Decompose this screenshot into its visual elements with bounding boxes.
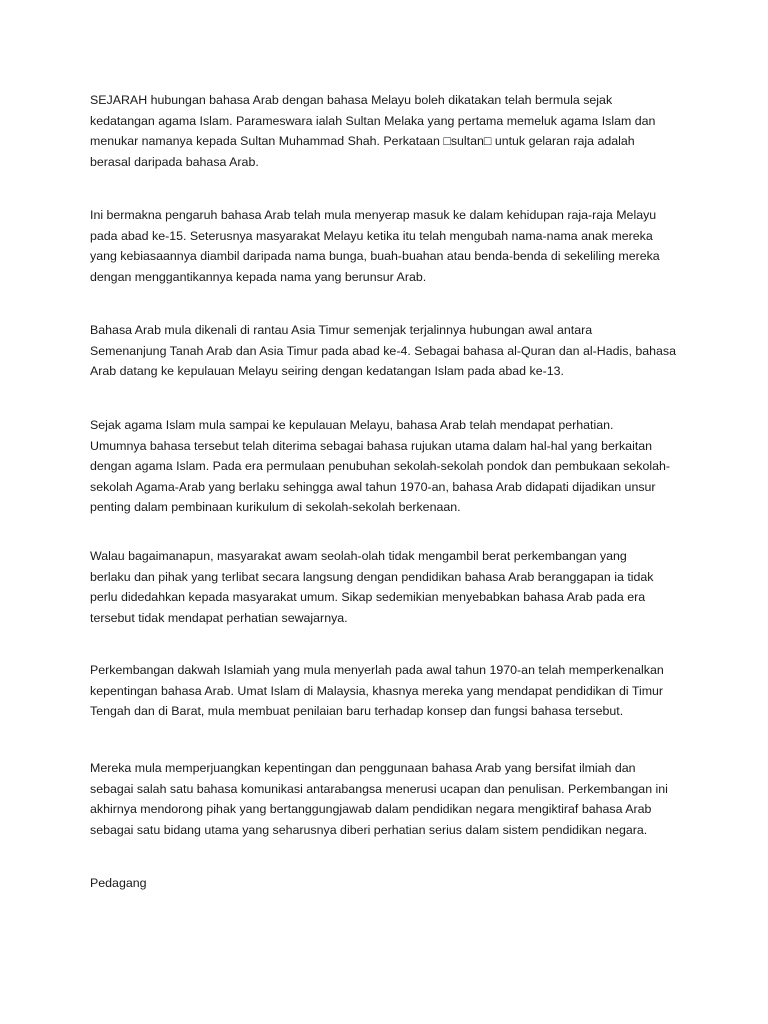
- text-line: menukar namanya kepada Sultan Muhammad Shah. Perkataan □sultan□ untuk gelaran raja adalah: [90, 134, 635, 148]
- text-line: perlu didedahkan kepada masyarakat umum. Sikap sedemikian menyebabkan bahasa Arab pada era: [90, 590, 646, 604]
- text-line: Pedagang: [90, 876, 147, 890]
- paragraph-masyarakat-awam: [90, 546, 690, 628]
- text-line: Arab datang ke kepulauan Melayu seiring dengan kedatangan Islam pada abad ke-13.: [90, 364, 564, 378]
- paragraph-dakwah: [90, 660, 690, 722]
- text-line: dengan menggantikannya kepada nama yang berunsur Arab.: [90, 269, 427, 284]
- text-line: tersebut tidak mendapat perhatian sewajarnya.: [90, 610, 348, 625]
- text-line: Semenanjung Tanah Arab dan Asia Timur pada abad ke-4. Sebagai bahasa al-Quran dan al-Hadis, bahasa: [90, 343, 676, 358]
- text-line: berasal daripada bahasa Arab.: [90, 154, 259, 169]
- text-line: dengan agama Islam. Pada era permulaan penubuhan sekolah-sekolah pondok dan pembukaan sekolah-: [90, 459, 671, 473]
- text-line: pada abad ke-15. Seterusnya masyarakat Melayu ketika itu telah mengubah nama-nama anak mereka: [90, 228, 653, 243]
- paragraph-pedagang: [90, 873, 690, 894]
- text-line: berlaku dan pihak yang terlibat secara langsung dengan pendidikan bahasa Arab beranggapan ia tidak: [90, 569, 654, 584]
- paragraph-asia-timur: [90, 320, 690, 382]
- paragraph-pengaruh: [90, 205, 690, 287]
- text-line: sebagai salah satu bahasa komunikasi antarabangsa menerusi ucapan dan penulisan. Perkembangan ini: [90, 781, 668, 796]
- text-line: Umumnya bahasa tersebut telah diterima sebagai bahasa rujukan utama dalam hal-hal yang berkaitan: [90, 438, 653, 453]
- text-line: penting dalam pembinaan kurikulum di sekolah-sekolah berkenaan.: [90, 500, 461, 514]
- text-line: Walau bagaimanapun, masyarakat awam seolah-olah tidak mengambil berat perkembangan yang: [90, 549, 627, 563]
- text-line: kepentingan bahasa Arab. Umat Islam di Malaysia, khasnya mereka yang mendapat pendidikan di Timur: [90, 683, 664, 698]
- paragraph-perjuangan: [90, 758, 690, 840]
- text-line: yang kebiasaannya diambil daripada nama bunga, buah-buahan atau benda-benda di sekeliling mereka: [90, 249, 660, 263]
- paragraph-sekolah: [90, 415, 690, 518]
- text-line: SEJARAH hubungan bahasa Arab dengan bahasa Melayu boleh dikatakan telah bermula sejak: [90, 93, 613, 107]
- text-line: Sejak agama Islam mula sampai ke kepulauan Melayu, bahasa Arab telah mendapat perhatian.: [90, 418, 614, 432]
- paragraph-sejarah: [90, 90, 690, 172]
- text-line: Ini bermakna pengaruh bahasa Arab telah mula menyerap masuk ke dalam kehidupan raja-raja Melayu: [90, 208, 657, 222]
- text-line: sekolah Agama-Arab yang berlaku sehingga awal tahun 1970-an, bahasa Arab didapati dijadikan unsur: [90, 479, 656, 494]
- text-line: sebagai satu bidang utama yang seharusnya diberi perhatian serius dalam sistem pendidikan negara.: [90, 822, 648, 837]
- text-line: Tengah dan di Barat, mula membuat penilaian baru terhadap konsep dan fungsi bahasa tersebut.: [90, 704, 624, 718]
- text-line: Mereka mula memperjuangkan kepentingan dan penggunaan bahasa Arab yang bersifat ilmiah dan: [90, 761, 636, 775]
- text-line: Perkembangan dakwah Islamiah yang mula menyerlah pada awal tahun 1970-an telah memperkenalkan: [90, 663, 664, 677]
- text-line: akhirnya mendorong pihak yang bertanggungjawab dalam pendidikan negara mengiktiraf bahasa Arab: [90, 802, 652, 816]
- text-line: kedatangan agama Islam. Parameswara ialah Sultan Melaka yang pertama memeluk agama Islam dan: [90, 113, 656, 128]
- text-line: Bahasa Arab mula dikenali di rantau Asia Timur semenjak terjalinnya hubungan awal antara: [90, 323, 593, 337]
